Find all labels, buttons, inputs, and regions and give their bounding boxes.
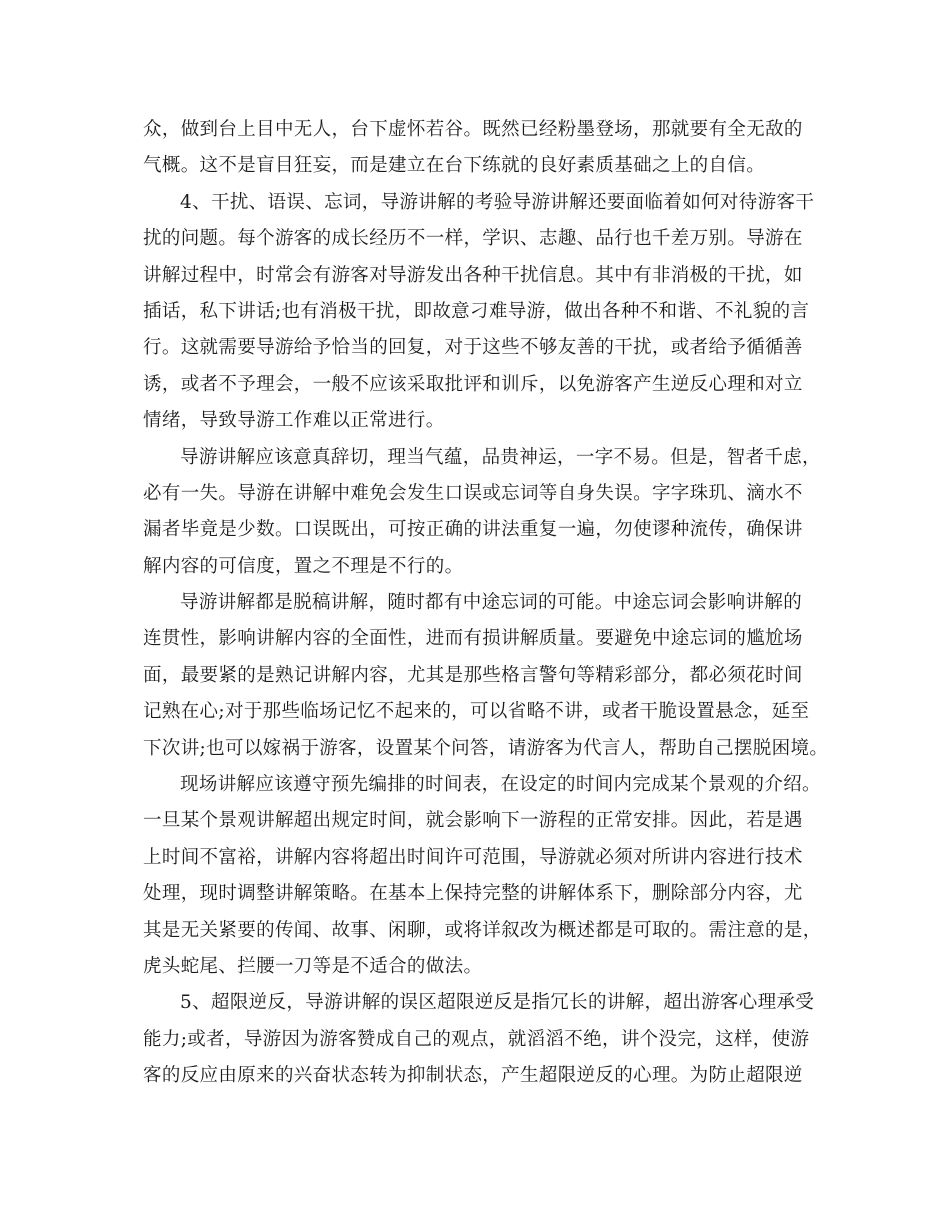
text-line: 扰的问题。每个游客的成长经历不一样，学识、志趣、品行也千差万别。导游在	[143, 228, 803, 250]
text-line: 虎头蛇尾、拦腰一刀等是不适合的做法。	[143, 955, 483, 977]
text-line: 众，做到台上目中无人，台下虚怀若谷。既然已经粉墨登场，那就要有全无敌的	[143, 119, 803, 140]
text-line: 讲解过程中，时常会有游客对导游发出各种干扰信息。其中有非消极的干扰，如	[143, 264, 803, 286]
text-line: 下次讲;也可以嫁祸于游客，设置某个问答，请游客为代言人，帮助自己摆脱困境。	[143, 737, 829, 759]
text-line: 必有一失。导游在讲解中难免会发生口误或忘词等自身失误。字字珠玑、滴水不	[143, 482, 803, 504]
text-line: 其是无关紧要的传闻、故事、闲聊，或将详叙改为概述都是可取的。需注意的是，	[143, 919, 822, 941]
text-line: 情绪，导致导游工作难以正常进行。	[143, 410, 445, 432]
text-line: 处理，现时调整讲解策略。在基本上保持完整的讲解体系下，删除部分内容，尤	[143, 883, 803, 905]
text-line: 一旦某个景观讲解超出规定时间，就会影响下一游程的正常安排。因此，若是遇	[143, 810, 803, 832]
text-line: 5、超限逆反，导游讲解的误区超限逆反是指冗长的讲解，超出游客心理承受	[180, 992, 815, 1014]
body-text	[143, 112, 829, 1095]
text-line: 漏者毕竟是少数。口误既出，可按正确的讲法重复一遍，勿使谬种流传，确保讲	[143, 519, 803, 541]
text-line: 4、干扰、语误、忘词，导游讲解的考验导游讲解还要面临着如何对待游客干	[180, 191, 815, 213]
text-line: 诱，或者不予理会，一般不应该采取批评和训斥，以免游客产生逆反心理和对立	[143, 373, 803, 395]
text-line: 导游讲解应该意真辞切，理当气蕴，品贵神运，一字不易。但是，智者千虑，	[180, 446, 821, 468]
text-line: 能力;或者，导游因为游客赞成自己的观点，就滔滔不绝，讲个没完，这样，使游	[143, 1028, 810, 1050]
text-line: 行。这就需要导游给予恰当的回复，对于这些不够友善的干扰，或者给予循循善	[143, 337, 803, 359]
text-line: 面，最要紧的是熟记讲解内容，尤其是那些格言警句等精彩部分，都必须花时间	[143, 664, 803, 686]
text-line: 现场讲解应该遵守预先编排的时间表，在设定的时间内完成某个景观的介绍。	[180, 774, 821, 796]
text-line: 解内容的可信度，置之不理是不行的。	[143, 555, 464, 577]
text-line: 插话，私下讲话;也有消极干扰，即故意刁难导游，做出各种不和谐、不礼貌的言	[143, 300, 810, 322]
text-line: 记熟在心;对于那些临场记忆不起来的，可以省略不讲，或者干脆设置悬念，延至	[143, 701, 810, 723]
text-line: 客的反应由原来的兴奋状态转为抑制状态，产生超限逆反的心理。为防止超限逆	[143, 1065, 803, 1087]
text-line: 上时间不富裕，讲解内容将超出时间许可范围，导游就必须对所讲内容进行技术	[143, 846, 803, 868]
text-line: 气概。这不是盲目狂妄，而是建立在台下练就的良好素质基础之上的自信。	[143, 155, 766, 177]
text-line: 连贯性，影响讲解内容的全面性，进而有损讲解质量。要避免中途忘词的尴尬场	[143, 628, 803, 650]
text-line: 导游讲解都是脱稿讲解，随时都有中途忘词的可能。中途忘词会影响讲解的	[180, 592, 803, 614]
